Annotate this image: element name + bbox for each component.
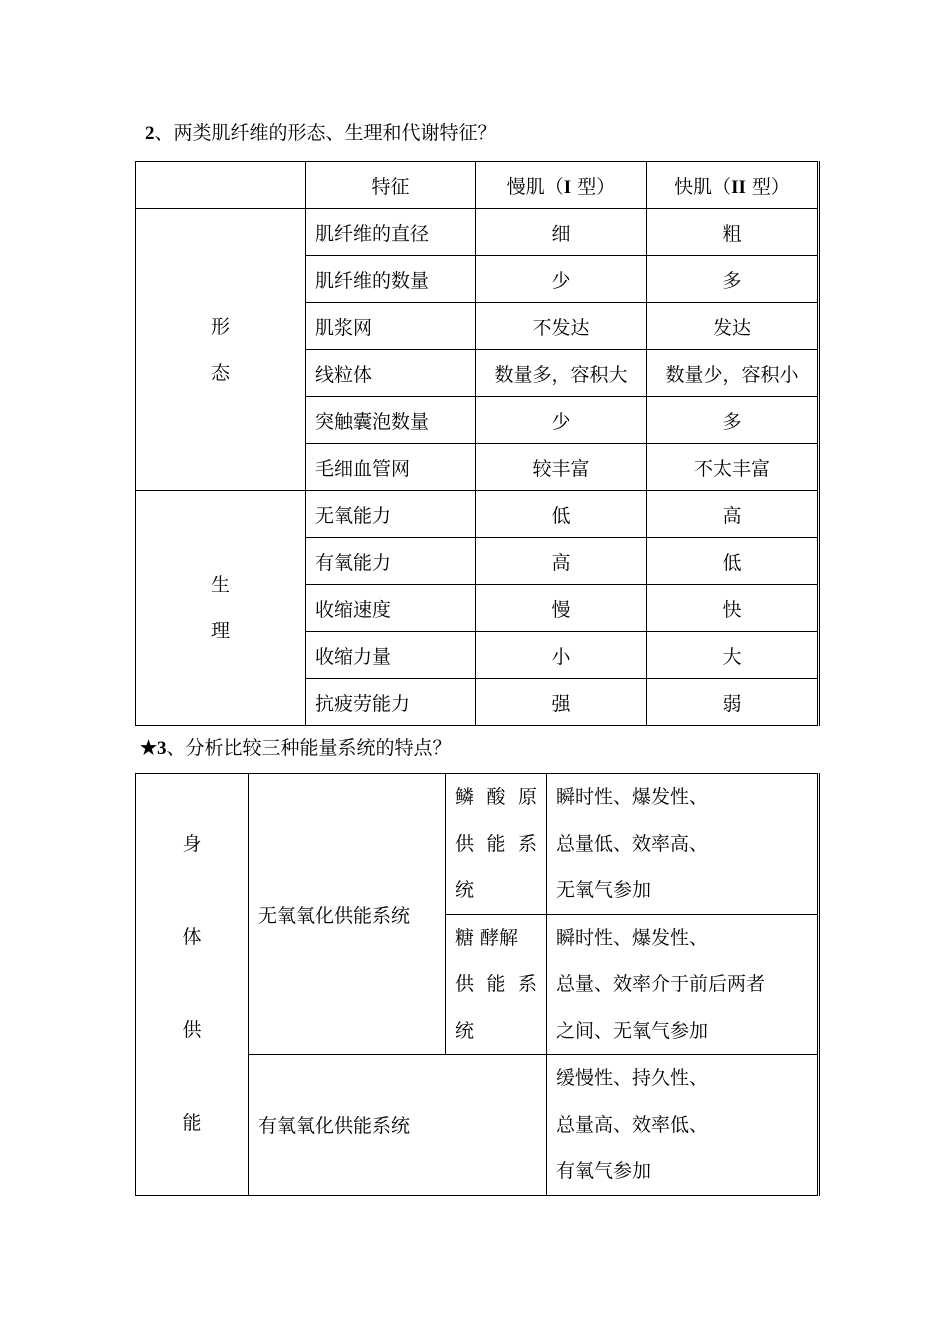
side-char: 身 [182,833,202,856]
fast-cell: 低 [647,538,819,585]
slow-cell: 高 [476,538,647,585]
fast-cell: 粗 [647,209,819,256]
feature-cell: 肌纤维的数量 [306,256,476,303]
desc-line: 总量、效率介于前后两者 [556,973,766,995]
desc-line: 有氧气参加 [556,1160,652,1182]
aerobic-description [547,1055,819,1196]
fast-cell: 不太丰富 [647,444,819,491]
header-fast-twitch [647,162,819,209]
slow-cell: 较丰富 [476,444,647,491]
question-3-heading [140,736,452,761]
group-char: 态 [210,361,230,384]
header-fast-type: II [731,176,746,198]
table-row [136,209,819,256]
table-row [136,491,819,538]
feature-cell: 有氧能力 [306,538,476,585]
feature-cell: 突触囊泡数量 [306,397,476,444]
desc-line: 瞬时性、爆发性、 [556,926,709,949]
glycolysis-description [547,914,819,1055]
slow-cell: 低 [476,491,647,538]
feature-cell: 毛细血管网 [306,444,476,491]
question-text: 、两类肌纤维的形态、生理和代谢特征？ [154,122,497,144]
slow-cell: 不发达 [476,303,647,350]
fast-cell: 多 [647,256,819,303]
side-char: 能 [182,1112,202,1135]
group-char: 形 [210,315,230,338]
slow-cell: 慢 [476,585,647,632]
glycolysis-system-name [446,914,547,1055]
phosphagen-system-name [446,774,547,915]
feature-cell: 肌纤维的直径 [306,209,476,256]
slow-cell: 强 [476,679,647,726]
name-line: 供能系 [455,973,537,995]
fast-cell: 弱 [647,679,819,726]
name-line: 统 [455,879,475,901]
group-morphology [136,209,306,491]
question-number: ★3 [140,738,167,759]
header-slow-suffix: 型） [571,175,616,198]
table-row [136,774,819,915]
name-line: 鳞酸原 [455,786,537,808]
desc-line: 总量低、效率高、 [556,832,709,855]
fast-cell: 发达 [647,303,819,350]
fast-cell: 高 [647,491,819,538]
desc-line: 总量高、效率低、 [556,1113,709,1136]
feature-cell: 无氧能力 [306,491,476,538]
question-number: 2 [145,123,155,144]
fast-cell: 数量少，容积小 [647,350,819,397]
question-2-heading [145,121,497,146]
body-energy-supply-cell [136,774,249,1196]
slow-cell: 少 [476,256,647,303]
group-char: 生 [210,574,230,596]
slow-cell: 数量多，容积大 [476,350,647,397]
slow-cell: 小 [476,632,647,679]
slow-cell: 少 [476,397,647,444]
feature-cell: 线粒体 [306,350,476,397]
header-fast-prefix: 快肌（ [674,175,732,198]
feature-cell: 肌浆网 [306,303,476,350]
fast-cell: 快 [647,585,819,632]
slow-cell: 细 [476,209,647,256]
fast-cell: 多 [647,397,819,444]
anaerobic-system-label: 无氧氧化供能系统 [249,774,446,1055]
phosphagen-description [547,774,819,915]
desc-line: 之间、无氧气参加 [556,1019,709,1042]
name-line: 供能系 [455,832,537,855]
feature-cell: 收缩力量 [306,632,476,679]
group-physiology [136,491,306,726]
aerobic-system-label: 有氧氧化供能系统 [249,1055,547,1196]
header-empty-cell [136,162,306,209]
energy-system-table [135,773,820,1196]
side-char: 体 [182,926,202,949]
header-slow-twitch [476,162,647,209]
group-char: 理 [210,620,230,642]
side-char: 供 [182,1019,202,1042]
desc-line: 缓慢性、持久性、 [556,1067,709,1089]
desc-line: 无氧气参加 [556,879,652,901]
table-header-row [136,162,819,209]
muscle-fiber-table [135,161,820,726]
desc-line: 瞬时性、爆发性、 [556,786,709,808]
name-line: 统 [455,1019,475,1042]
header-slow-type: I [563,176,572,198]
header-slow-prefix: 慢肌（ [506,175,564,198]
question-text: 、分析比较三种能量系统的特点？ [166,737,452,759]
feature-cell: 收缩速度 [306,585,476,632]
feature-cell: 抗疲劳能力 [306,679,476,726]
fast-cell: 大 [647,632,819,679]
header-feature: 特征 [306,162,476,209]
header-fast-suffix: 型） [745,175,790,198]
name-line: 糖 酵解 [455,926,519,949]
